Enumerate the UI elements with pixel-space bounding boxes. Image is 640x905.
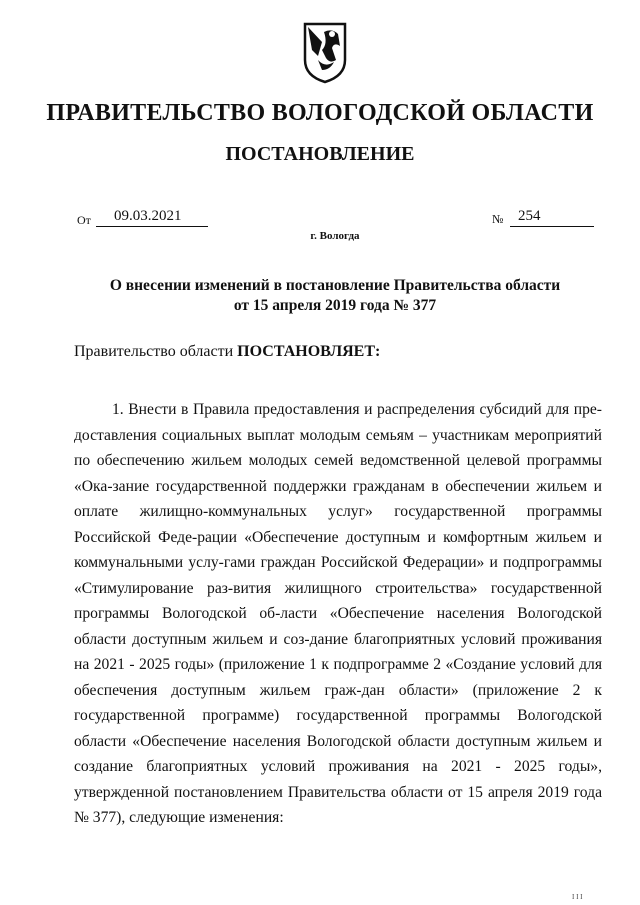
- page-mark: I I I: [572, 893, 583, 901]
- subject-line-1: О внесении изменений в постановление Правительства области: [109, 277, 561, 294]
- document-type-title: ПОСТАНОВЛЕНИЕ: [225, 143, 415, 165]
- number-prefix: №: [492, 212, 504, 226]
- preamble-resolves: ПОСТАНОВЛЯЕТ:: [237, 343, 381, 360]
- government-title: ПРАВИТЕЛЬСТВО ВОЛОГОДСКОЙ ОБЛАСТИ: [46, 100, 594, 126]
- preamble-text: Правительство области: [74, 343, 238, 360]
- subject-line-2: от 15 апреля 2019 года № 377: [233, 297, 437, 314]
- decree-subject: [100, 276, 570, 316]
- decree-date: 09.03.2021: [96, 208, 208, 227]
- coat-of-arms-emblem: [302, 20, 348, 84]
- body-paragraph-1: 1. Внести в Правила предоставления и распределения субсидий для пре-доставления социальных выплат молодым семьям – участникам мероприятий по обеспечению жильем молодых семей ведомственной целевой программы «Ока-зание государственной поддержки гражданам в обеспечении жильем и оплате жилищно-коммунальных услуг» государственной программы Российской Феде-рации «Обеспечение доступным и комфортным жильем и коммунальными услу-гами граждан Российской Федерации» и подпрограммы «Стимулирование раз-вития жилищного строительства» государственной программы Вологодской об-ласти «Обеспечение населения Вологодской области доступным жильем и соз-дание благоприятных условий проживания на 2021 - 2025 годы» (приложение 1 к подпрограмме 2 «Создание условий для обеспечения доступным жильем граж-дан области» (приложение 2 к государственной программе) государственной программы Вологодской области «Обеспечение населения Вологодской области доступным жильем и создание благоприятных условий проживания на 2021 - 2025 годы», утвержденной постановлением Правительства области от 15 апреля 2019 года № 377), следующие изменения:: [74, 401, 602, 826]
- city-label: г. Вологда: [310, 230, 360, 242]
- date-prefix: От: [77, 213, 91, 227]
- preamble: [74, 343, 380, 361]
- decree-number: 254: [510, 208, 594, 227]
